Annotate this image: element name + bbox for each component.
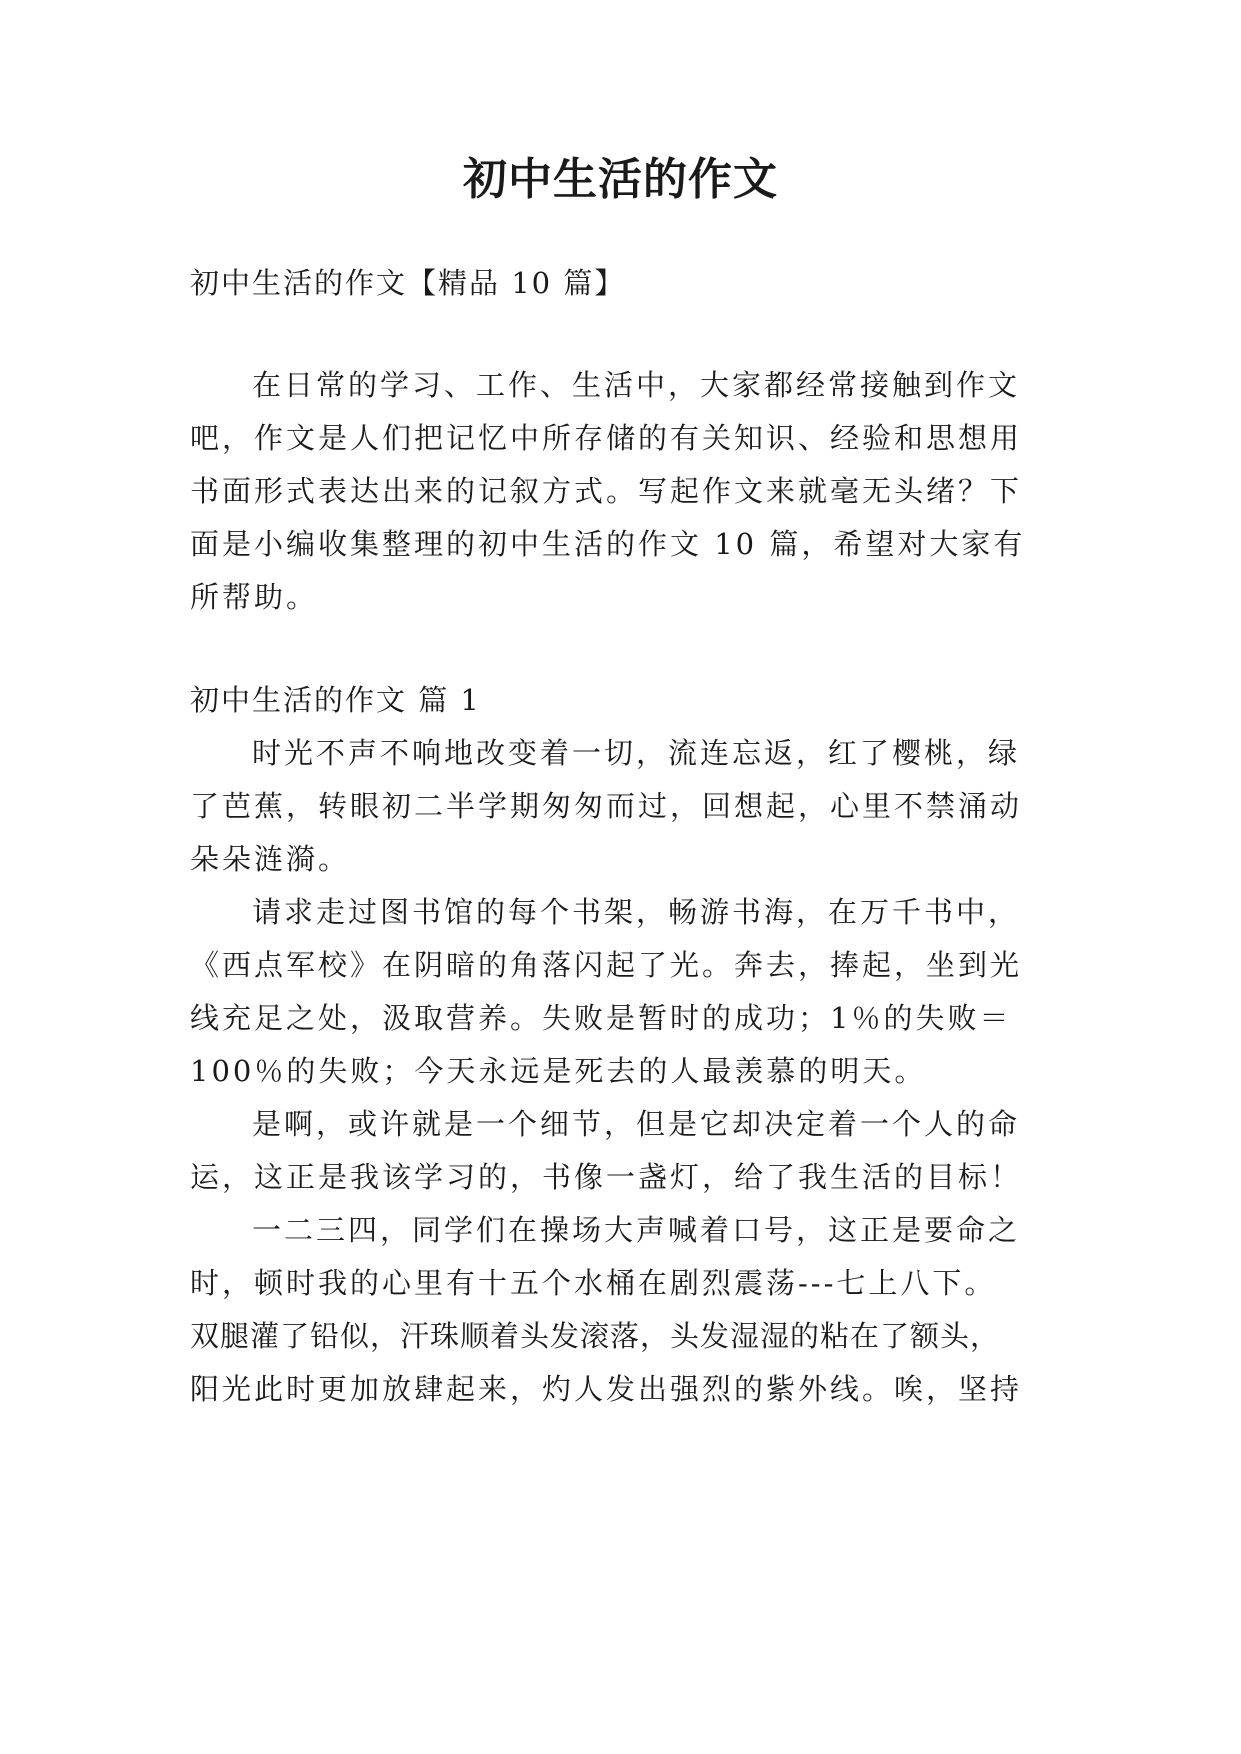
- document-subtitle: 初中生活的作文【精品 10 篇】: [190, 266, 626, 300]
- intro-line: 在日常的学习、工作、生活中，大家都经常接触到作文: [252, 368, 1021, 402]
- body-line: 时光不声不响地改变着一切，流连忘返，红了樱桃，绿: [252, 736, 1021, 770]
- intro-line: 书面形式表达出来的记叙方式。写起作文来就毫无头绪？下: [190, 474, 1023, 508]
- intro-line: 吧，作文是人们把记忆中所存储的有关知识、经验和思想用: [190, 421, 1023, 455]
- document-title: 初中生活的作文: [463, 154, 778, 205]
- body-line: 了芭蕉，转眼初二半学期匆匆而过，回想起，心里不禁涌动: [190, 789, 1023, 823]
- intro-line: 面是小编收集整理的初中生活的作文 10 篇，希望对大家有: [190, 527, 1026, 561]
- body-line: 运，这正是我该学习的，书像一盏灯，给了我生活的目标！: [190, 1160, 1023, 1194]
- body-line: 是啊，或许就是一个细节，但是它却决定着一个人的命: [252, 1107, 1021, 1141]
- body-line: 《西点军校》在阴暗的角落闪起了光。奔去，捧起，坐到光: [190, 948, 1023, 982]
- body-line: 双腿灌了铅似，汗珠顺着头发滚落，头发湿湿的粘在了额头，: [190, 1319, 1001, 1353]
- body-line: 阳光此时更加放肆起来，灼人发出强烈的紫外线。唉，坚持: [190, 1372, 1023, 1406]
- body-line: 100％的失败；今天永远是死去的人最羡慕的明天。: [190, 1054, 927, 1088]
- body-line: 一二三四，同学们在操场大声喊着口号，这正是要命之: [252, 1213, 1021, 1247]
- body-line: 请求走过图书馆的每个书架，畅游书海，在万千书中，: [252, 895, 1021, 929]
- intro-line: 所帮助。: [190, 580, 319, 614]
- body-line: 线充足之处，汲取营养。失败是暂时的成功；1％的失败＝: [190, 1001, 1012, 1035]
- section-heading: 初中生活的作文 篇 1: [190, 683, 481, 717]
- body-line: 时，顿时我的心里有十五个水桶在剧烈震荡---七上八下。: [190, 1266, 997, 1300]
- body-line: 朵朵涟漪。: [190, 842, 351, 876]
